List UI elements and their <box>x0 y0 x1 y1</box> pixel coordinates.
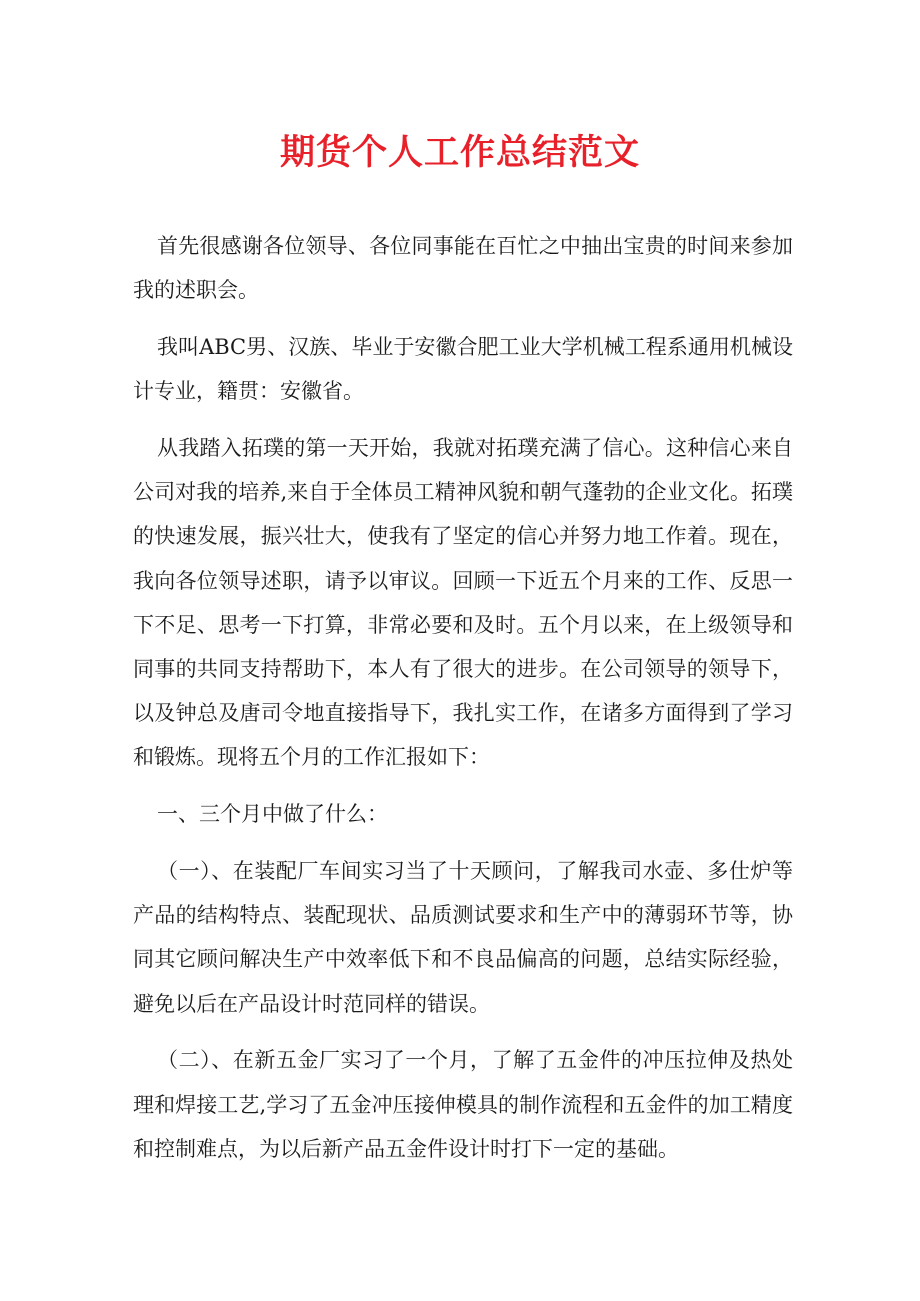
section-heading-1: 一、三个月中做了什么： <box>157 802 388 827</box>
paragraph-item-1: （一）、在装配厂车间实习当了十天顾问，了解我司水壶、多仕炉等产品的结构特点、装配现状、品质测试要求和生产中的薄弱环节等，协同其它顾问解决生产中效率低下和不良品偏高的问题，总结实际经验，避免以后在产品设计时范同样的错误。 <box>133 859 793 1016</box>
paragraph-intro: 首先很感谢各位领导、各位同事能在百忙之中抽出宝贵的时间来参加我的述职会。 <box>133 234 793 303</box>
document-body <box>133 224 793 1184</box>
paragraph-overview: 从我踏入拓璞的第一天开始，我就对拓璞充满了信心。这种信心来自公司对我的培养,来自于全体员工精神风貌和朝气蓬勃的企业文化。拓璞的快速发展，振兴壮大，使我有了坚定的信心并努力地工作着。现在，我向各位领导述职，请予以审议。回顾一下近五个月来的工作、反思一下不足、思考一下打算，非常必要和及时。五个月以来，在上级领导和同事的共同支持帮助下，本人有了很大的进步。在公司领导的领导下，以及钟总及唐司令地直接指导下，我扎实工作，在诸多方面得到了学习和锻炼。现将五个月的工作汇报如下： <box>133 436 793 770</box>
paragraph-self-introduction: 我叫ABC男、汉族、毕业于安徽合肥工业大学机械工程系通用机械设计专业，籍贯：安徽省。 <box>133 335 793 404</box>
document-title: 期货个人工作总结范文 <box>279 133 640 173</box>
paragraph-item-2: （二）、在新五金厂实习了一个月，了解了五金件的冲压拉伸及热处理和焊接工艺,学习了五金冲压接伸模具的制作流程和五金件的加工精度和控制难点，为以后新产品五金件设计时打下一定的基础。 <box>133 1048 793 1161</box>
